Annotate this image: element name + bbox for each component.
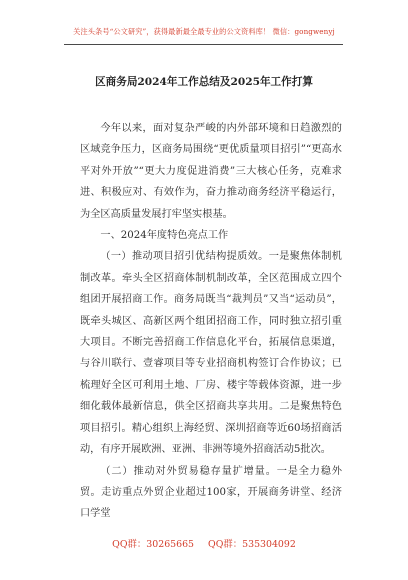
section-heading: 一、2024年度特色亮点工作 — [100, 230, 229, 242]
intro-paragraph: 今年以来，面对复杂严峻的内外部环境和日趋激烈的区域竞争压力，区商务局围绕“更优质量项目招引”“更高水平对外开放”“更大力度促进消费”三大核心任务，克难求进、积极应对、有效作为，奋力推动商务经济平稳运行，为全区高质量发展打牢坚实根基。 — [80, 123, 342, 220]
body-paragraph-trade: （二）推动对外贸易稳存量扩增量。一是全力稳外贸。走访重点外贸企业超过100家，开展商务讲堂、经济口学堂 — [80, 465, 342, 520]
footer-qq-group-1: QQ群：30265665 — [112, 539, 195, 550]
header-divider — [64, 44, 343, 45]
document-body — [80, 118, 342, 525]
body-paragraph-investment: （一）推动项目招引优结构提质效。一是聚焦体制机制改革。牵头全区招商体制机制改革，全区范围成立四个组团开展招商工作。商务局既当“裁判员”又当“运动员”，既牵头城区、高新区两个组团招商工作，同时独立招引重大项目。不断完善招商工作信息化平台，拓展信息渠道，与谷川联行、壹睿项目等专业招商机构签订合作协议；已梳理好全区可利用土地、厂房、楼宇等载体资源，进一步细化载体最新信息，供全区招商共享共用。二是聚焦特色项目招引。精心组织上海经贸、深圳招商等近60场招商活动，有序开展欧洲、亚洲、非洲等境外招商活动5批次。 — [80, 251, 342, 456]
footer-qq-group-2: QQ群：535304092 — [208, 539, 296, 550]
footer-contact — [0, 536, 408, 550]
document-title: 区商务局2024年工作总结及2025年工作打算 — [95, 76, 313, 88]
header-banner: 关注头条号“公文研究”，获得最新最全最专业的公文资料库！ 微信：gongwenyj — [73, 27, 335, 36]
